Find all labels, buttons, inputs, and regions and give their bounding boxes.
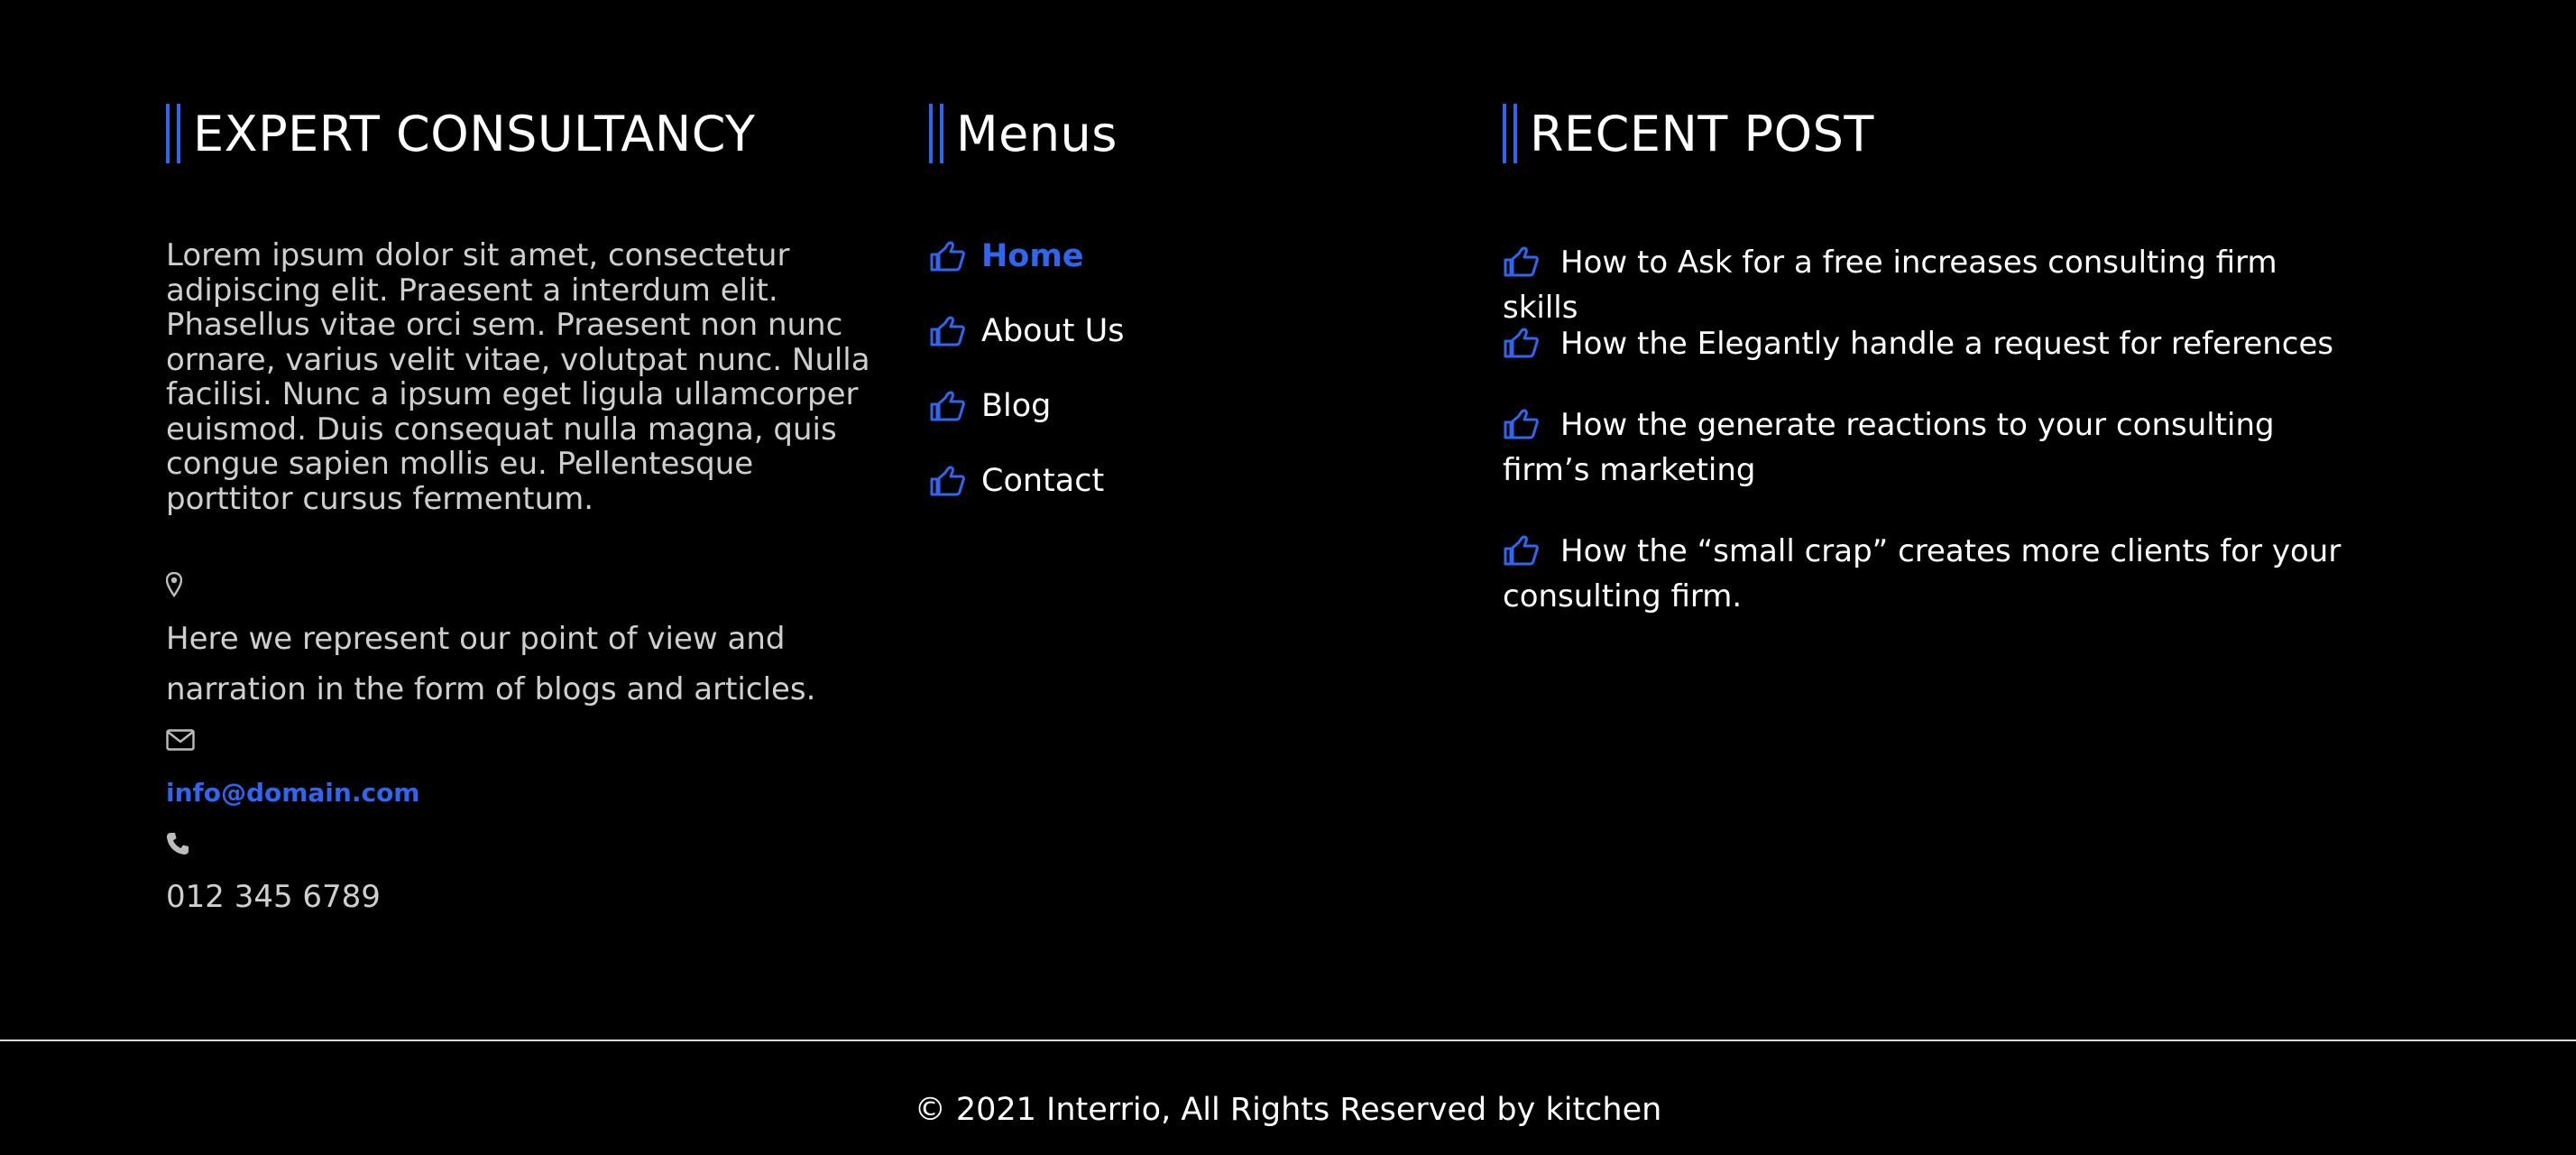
- recent-post-item[interactable]: [1503, 240, 2351, 330]
- menus-title: Menus: [956, 105, 1118, 162]
- phone-number: 012 345 6789: [166, 879, 381, 915]
- recent-post-item[interactable]: [1503, 321, 2351, 366]
- about-heading: [166, 103, 755, 164]
- thumbs-up-pointing-icon: [929, 315, 965, 347]
- email-link[interactable]: info@domain.com: [166, 778, 420, 808]
- menu-item-home[interactable]: [929, 238, 1084, 274]
- recent-post-title: How the “small crap” creates more clients for your consulting firm.: [1503, 533, 2341, 614]
- thumbs-up-pointing-icon: [929, 240, 965, 273]
- thumbs-up-pointing-icon: [929, 390, 965, 422]
- about-description: Lorem ipsum dolor sit amet, consectetur adipiscing elit. Praesent a interdum elit. Phasellus vitae orci sem. Praesent non nunc ornare, varius velit vitae, volutpat nunc. Nulla facilisi. Nunc a ipsum eget ligula ullamcorper euismod. Duis consequat nulla magna, quis congue sapien mollis eu. Pellentesque porttitor cursus fermentum.: [166, 237, 870, 517]
- menu-item-contact[interactable]: [929, 463, 1104, 499]
- menu-item-blog[interactable]: [929, 388, 1051, 424]
- recent-posts-title: RECENT POST: [1530, 105, 1874, 162]
- heading-accent-bar: [929, 104, 943, 163]
- thumbs-up-pointing-icon: [1503, 327, 1539, 359]
- copyright-text: © 2021 Interrio, All Rights Reserved by kitchen: [914, 1092, 1662, 1128]
- recent-post-title: How to Ask for a free increases consulting firm skills: [1503, 245, 2277, 326]
- menus-heading: [929, 103, 1118, 164]
- recent-post-title: How the generate reactions to your consulting firm’s marketing: [1503, 407, 2275, 488]
- thumbs-up-pointing-icon: [1503, 534, 1539, 567]
- menu-label-about-us: About Us: [981, 313, 1125, 349]
- menu-item-about-us[interactable]: [929, 313, 1124, 349]
- menu-label-blog: Blog: [981, 388, 1052, 424]
- heading-accent-bar: [1503, 104, 1517, 163]
- heading-accent-bar: [166, 104, 180, 163]
- menu-label-contact: Contact: [981, 463, 1105, 499]
- phone-icon: [166, 832, 189, 855]
- envelope-icon: [166, 729, 195, 751]
- thumbs-up-pointing-icon: [1503, 408, 1539, 440]
- map-marker-icon: [166, 572, 182, 597]
- menu-label-home: Home: [981, 238, 1084, 274]
- recent-post-item[interactable]: [1503, 529, 2351, 619]
- recent-posts-heading: [1503, 103, 1874, 164]
- thumbs-up-pointing-icon: [1503, 245, 1539, 278]
- address-text: Here we represent our point of view and narration in the form of blogs and articles.: [166, 621, 816, 707]
- recent-post-title: How the Elegantly handle a request for references: [1560, 326, 2334, 362]
- recent-post-item[interactable]: [1503, 402, 2351, 493]
- about-title: EXPERT CONSULTANCY: [193, 105, 756, 162]
- thumbs-up-pointing-icon: [929, 465, 965, 497]
- footer-divider: [0, 1040, 2576, 1041]
